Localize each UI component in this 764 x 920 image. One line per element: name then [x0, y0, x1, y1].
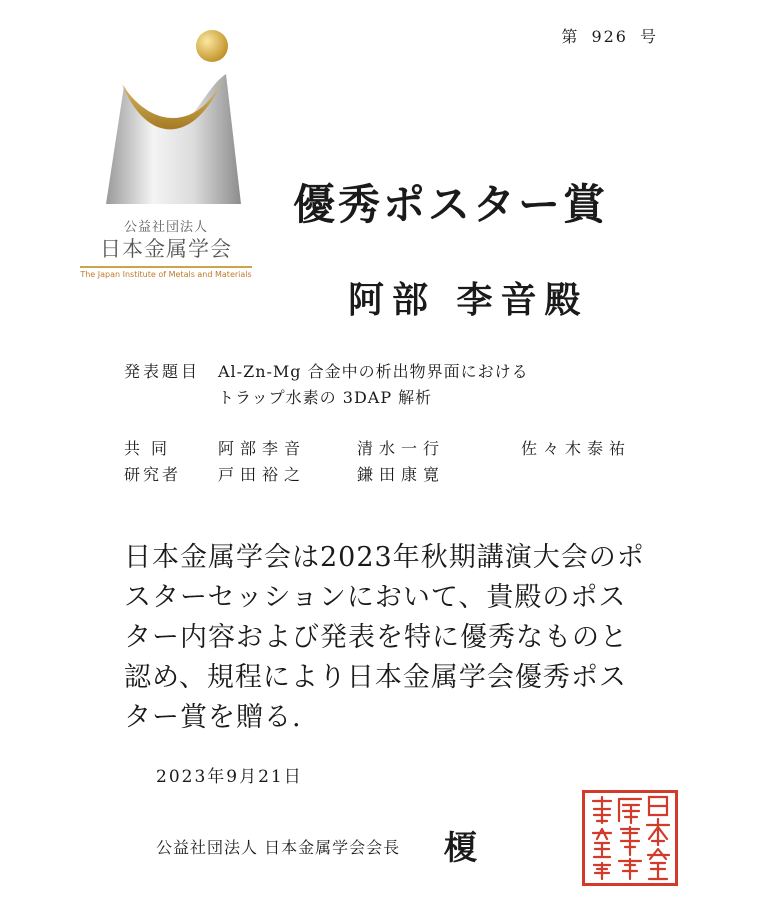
logo-emblem-icon	[76, 24, 256, 214]
citation-body	[124, 538, 644, 738]
award-date: 2023年9月21日	[156, 767, 303, 787]
citation-line: ター内容および発表を特に優秀なものと	[124, 622, 628, 653]
logo-english-name: The Japan Institute of Metals and Materials	[80, 270, 252, 279]
coresearcher-label-line-1: 共同	[124, 439, 179, 458]
coresearcher-name: 戸田裕之	[218, 465, 307, 484]
president-signature: 榎	[444, 828, 477, 867]
president-title: 公益社団法人 日本金属学会会長	[156, 838, 401, 857]
coresearcher-name: 阿部李音	[218, 439, 307, 458]
logo-org-type: 公益社団法人	[123, 220, 208, 235]
topic-label: 発表題目	[124, 362, 201, 381]
coresearcher-label-line-2: 研究者	[124, 465, 182, 484]
certificate-number-value: 926	[591, 27, 628, 46]
recipient-name: 阿部 李音殿	[348, 279, 589, 321]
logo-name: 日本金属学会	[100, 237, 232, 261]
topic-line-2: トラップ水素の 3DAP 解析	[218, 388, 433, 407]
coresearcher-name: 清水一行	[357, 439, 446, 458]
jimm-logo	[76, 24, 256, 284]
official-seal	[582, 790, 678, 886]
topic-line-1: Al-Zn-Mg 合金中の析出物界面における	[218, 362, 529, 381]
citation-line: 認め、規程により日本金属学会優秀ポス	[124, 662, 627, 693]
citation-line: 日本金属学会は2023年秋期講演大会のポ	[124, 542, 645, 573]
coresearcher-name: 佐々木泰祐	[521, 439, 632, 458]
coresearcher-name: 鎌田康寛	[357, 465, 446, 484]
seal-stamp-icon	[585, 793, 675, 883]
award-title: 優秀ポスター賞	[293, 180, 609, 229]
logo-divider	[80, 266, 252, 268]
certificate-number-prefix: 第	[561, 27, 580, 46]
certificate-number-suffix: 号	[639, 27, 658, 46]
certificate-number	[555, 24, 664, 47]
citation-line: ター賞を贈る.	[124, 702, 302, 733]
citation-line: スターセッションにおいて、貴殿のポス	[124, 582, 627, 613]
